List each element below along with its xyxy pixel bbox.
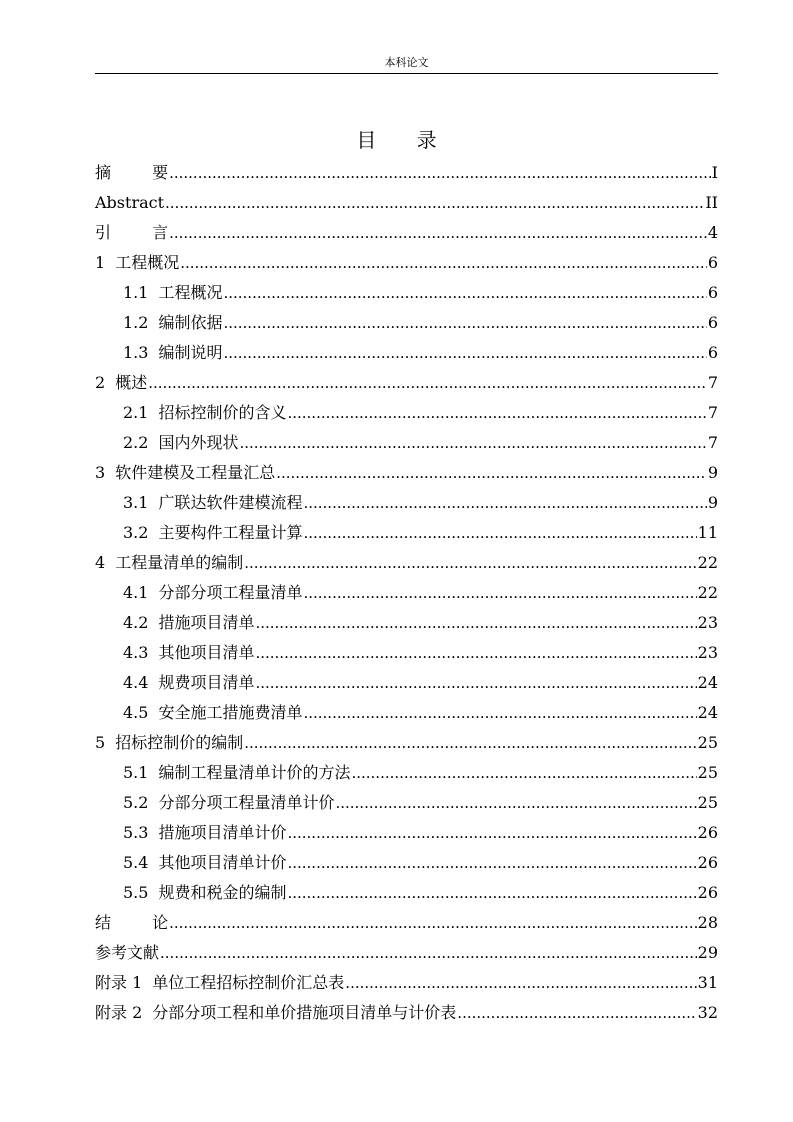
toc-entry[interactable]	[95, 308, 718, 338]
toc-entry-label	[123, 788, 334, 818]
toc-dot-leader	[160, 938, 697, 968]
toc-entry-label	[123, 818, 286, 848]
toc-entry-title: 引 言	[95, 223, 169, 242]
toc-entry-label	[95, 458, 275, 488]
toc-entry-label	[123, 848, 286, 878]
toc-entry-label	[123, 698, 302, 728]
toc-entry-label	[123, 668, 254, 698]
toc-entry-number: 2.2	[123, 433, 149, 452]
toc-dot-leader	[287, 398, 706, 428]
toc-entry-title: 国内外现状	[158, 433, 239, 452]
toc-entry-number: 2.1	[123, 403, 149, 422]
toc-entry-title: 招标控制价的编制	[115, 733, 244, 752]
toc-entry-number: 4.5	[123, 703, 149, 722]
toc-entry-title: 工程概况	[115, 253, 180, 272]
toc-entry-page: 31	[697, 973, 718, 992]
toc-entry-title: 工程概况	[158, 283, 223, 302]
toc-entry-label	[123, 638, 254, 668]
toc-dot-leader	[165, 188, 704, 218]
toc-dot-leader	[345, 968, 696, 998]
toc-entry-title: 招标控制价的含义	[158, 403, 287, 422]
toc-entry[interactable]	[95, 728, 718, 758]
toc-entry-label	[123, 278, 222, 308]
toc-entry[interactable]	[95, 398, 718, 428]
toc-entry[interactable]	[95, 338, 718, 368]
toc-entry-title: 单位工程招标控制价汇总表	[152, 973, 345, 992]
toc-entry[interactable]	[95, 788, 718, 818]
toc-entry-number: 3	[95, 463, 106, 482]
toc-entry-label	[95, 938, 159, 968]
toc-entry[interactable]	[95, 548, 718, 578]
toc-dot-leader	[244, 728, 696, 758]
toc-entry-page: 24	[697, 703, 718, 722]
toc-entry-label	[123, 308, 222, 338]
toc-entry-page: 22	[697, 553, 718, 572]
toc-entry[interactable]	[95, 578, 718, 608]
toc-entry-label	[123, 878, 286, 908]
toc-entry[interactable]	[95, 188, 718, 218]
toc-entry-page: 6	[707, 343, 718, 362]
toc-entry-number: 附录 1	[95, 973, 143, 992]
toc-entry-page: 7	[707, 373, 718, 392]
toc-dot-leader	[255, 668, 696, 698]
toc-entry[interactable]	[95, 158, 718, 188]
toc-entry-label	[123, 758, 350, 788]
toc-entry[interactable]	[95, 518, 718, 548]
toc-dot-leader	[169, 218, 707, 248]
toc-entry-title: 安全施工措施费清单	[158, 703, 303, 722]
toc-dot-leader	[239, 428, 706, 458]
toc-entry[interactable]	[95, 428, 718, 458]
toc-entry[interactable]	[95, 938, 718, 968]
toc-entry-number: 2	[95, 373, 106, 392]
toc-entry[interactable]	[95, 458, 718, 488]
toc-entry-page: 28	[697, 913, 718, 932]
toc-entry[interactable]	[95, 698, 718, 728]
toc-entry-number: 1.2	[123, 313, 149, 332]
toc-entry-number: 3.2	[123, 523, 149, 542]
toc-entry-number: 4.4	[123, 673, 149, 692]
toc-dot-leader	[223, 308, 706, 338]
toc-entry-page: 26	[697, 883, 718, 902]
toc-entry-label	[95, 908, 168, 938]
toc-entry-number: 1.1	[123, 283, 149, 302]
toc-entry-title: 措施项目清单计价	[158, 823, 287, 842]
toc-entry-number: 5.5	[123, 883, 149, 902]
toc-entry[interactable]	[95, 818, 718, 848]
toc-entry[interactable]	[95, 908, 718, 938]
toc-entry-page: 32	[697, 1003, 718, 1022]
toc-entry-label	[123, 578, 302, 608]
toc-entry-page: 4	[707, 223, 718, 242]
toc-entry-title: 规费项目清单	[158, 673, 255, 692]
toc-entry-title: 分部分项工程和单价措施项目清单与计价表	[152, 1003, 457, 1022]
toc-dot-leader	[255, 608, 696, 638]
toc-entry-title: 编制说明	[158, 343, 223, 362]
toc-entry-page: 9	[707, 493, 718, 512]
toc-dot-leader	[223, 278, 706, 308]
toc-entry-page: 26	[697, 823, 718, 842]
toc-dot-leader	[169, 908, 697, 938]
toc-entry-title: 参考文献	[95, 943, 160, 962]
toc-entry-title: 软件建模及工程量汇总	[115, 463, 276, 482]
toc-entry-page: 22	[697, 583, 718, 602]
toc-dot-leader	[276, 458, 707, 488]
toc-entry-page: 25	[697, 763, 718, 782]
toc-entry-title: 编制工程量清单计价的方法	[158, 763, 351, 782]
toc-dot-leader	[303, 698, 696, 728]
toc-entry-page: 25	[697, 733, 718, 752]
toc-entry[interactable]	[95, 878, 718, 908]
toc-entry-page: 25	[697, 793, 718, 812]
toc-entry-title: 编制依据	[158, 313, 223, 332]
toc-dot-leader	[287, 848, 696, 878]
toc-entry-label	[95, 218, 168, 248]
toc-dot-leader	[244, 548, 696, 578]
table-of-contents	[95, 158, 718, 1028]
toc-entry-label	[123, 338, 222, 368]
toc-entry-title: 措施项目清单	[158, 613, 255, 632]
toc-dot-leader	[351, 758, 696, 788]
toc-entry-number: 4.2	[123, 613, 149, 632]
toc-entry-page: 24	[697, 673, 718, 692]
toc-dot-leader	[255, 638, 696, 668]
toc-entry[interactable]	[95, 758, 718, 788]
toc-entry-label	[123, 398, 286, 428]
toc-entry-label	[95, 998, 456, 1028]
toc-entry-title: 工程量清单的编制	[115, 553, 244, 572]
toc-entry-title: 分部分项工程量清单	[158, 583, 303, 602]
toc-entry-label	[123, 518, 302, 548]
toc-entry-label	[123, 428, 238, 458]
toc-entry-label	[95, 728, 243, 758]
toc-entry-page: 23	[697, 613, 718, 632]
toc-entry[interactable]	[95, 968, 718, 998]
toc-entry-label	[123, 488, 302, 518]
toc-entry-label	[123, 608, 254, 638]
toc-entry-title: 其他项目清单	[158, 643, 255, 662]
toc-entry-title: Abstract	[95, 193, 165, 212]
page-header	[95, 56, 718, 74]
toc-dot-leader	[180, 248, 707, 278]
toc-dot-leader	[303, 518, 696, 548]
toc-entry-page: 7	[707, 433, 718, 452]
toc-entry-title: 概述	[115, 373, 148, 392]
toc-entry-page: 23	[697, 643, 718, 662]
toc-entry-title: 摘 要	[95, 163, 169, 182]
toc-entry[interactable]	[95, 998, 718, 1028]
toc-entry-page: 9	[707, 463, 718, 482]
toc-entry-title: 规费和税金的编制	[158, 883, 287, 902]
toc-title: 目 录	[356, 128, 437, 152]
toc-entry[interactable]	[95, 488, 718, 518]
toc-entry-label	[95, 248, 179, 278]
toc-entry-number: 附录 2	[95, 1003, 143, 1022]
toc-entry-number: 3.1	[123, 493, 149, 512]
toc-entry-page: 6	[707, 283, 718, 302]
toc-entry[interactable]	[95, 848, 718, 878]
toc-entry-number: 1	[95, 253, 106, 272]
toc-entry-number: 5.3	[123, 823, 149, 842]
toc-entry-number: 4	[95, 553, 106, 572]
toc-dot-leader	[303, 488, 706, 518]
toc-entry-number: 4.1	[123, 583, 149, 602]
toc-entry-number: 5.4	[123, 853, 149, 872]
toc-entry[interactable]	[95, 368, 718, 398]
toc-entry-page: 6	[707, 313, 718, 332]
toc-entry[interactable]	[95, 608, 718, 638]
toc-dot-leader	[335, 788, 696, 818]
toc-entry-label	[95, 188, 164, 218]
toc-entry[interactable]	[95, 278, 718, 308]
toc-entry-title: 结 论	[95, 913, 169, 932]
toc-entry[interactable]	[95, 218, 718, 248]
toc-entry-page: 26	[697, 853, 718, 872]
toc-dot-leader	[303, 578, 696, 608]
toc-entry-page: 29	[697, 943, 718, 962]
toc-entry-page: 6	[707, 253, 718, 272]
toc-entry-title: 主要构件工程量计算	[158, 523, 303, 542]
toc-entry-label	[95, 158, 168, 188]
toc-dot-leader	[287, 818, 696, 848]
toc-entry-page: II	[705, 193, 718, 212]
toc-entry[interactable]	[95, 638, 718, 668]
toc-dot-leader	[223, 338, 706, 368]
toc-dot-leader	[287, 878, 696, 908]
toc-entry-page: 11	[697, 523, 718, 542]
toc-entry-title: 分部分项工程量清单计价	[158, 793, 335, 812]
toc-entry-page: 7	[707, 403, 718, 422]
toc-entry-label	[95, 968, 344, 998]
toc-entry-number: 5	[95, 733, 106, 752]
toc-dot-leader	[148, 368, 707, 398]
toc-entry-label	[95, 368, 147, 398]
toc-entry-title: 广联达软件建模流程	[158, 493, 303, 512]
toc-entry-number: 5.2	[123, 793, 149, 812]
toc-entry-page: I	[711, 163, 718, 182]
toc-entry-label	[95, 548, 243, 578]
toc-dot-leader	[169, 158, 711, 188]
toc-dot-leader	[457, 998, 696, 1028]
toc-entry[interactable]	[95, 248, 718, 278]
toc-entry[interactable]	[95, 668, 718, 698]
toc-entry-number: 4.3	[123, 643, 149, 662]
toc-entry-number: 1.3	[123, 343, 149, 362]
page-header-text: 本科论文	[384, 56, 429, 69]
toc-entry-title: 其他项目清单计价	[158, 853, 287, 872]
toc-entry-number: 5.1	[123, 763, 149, 782]
